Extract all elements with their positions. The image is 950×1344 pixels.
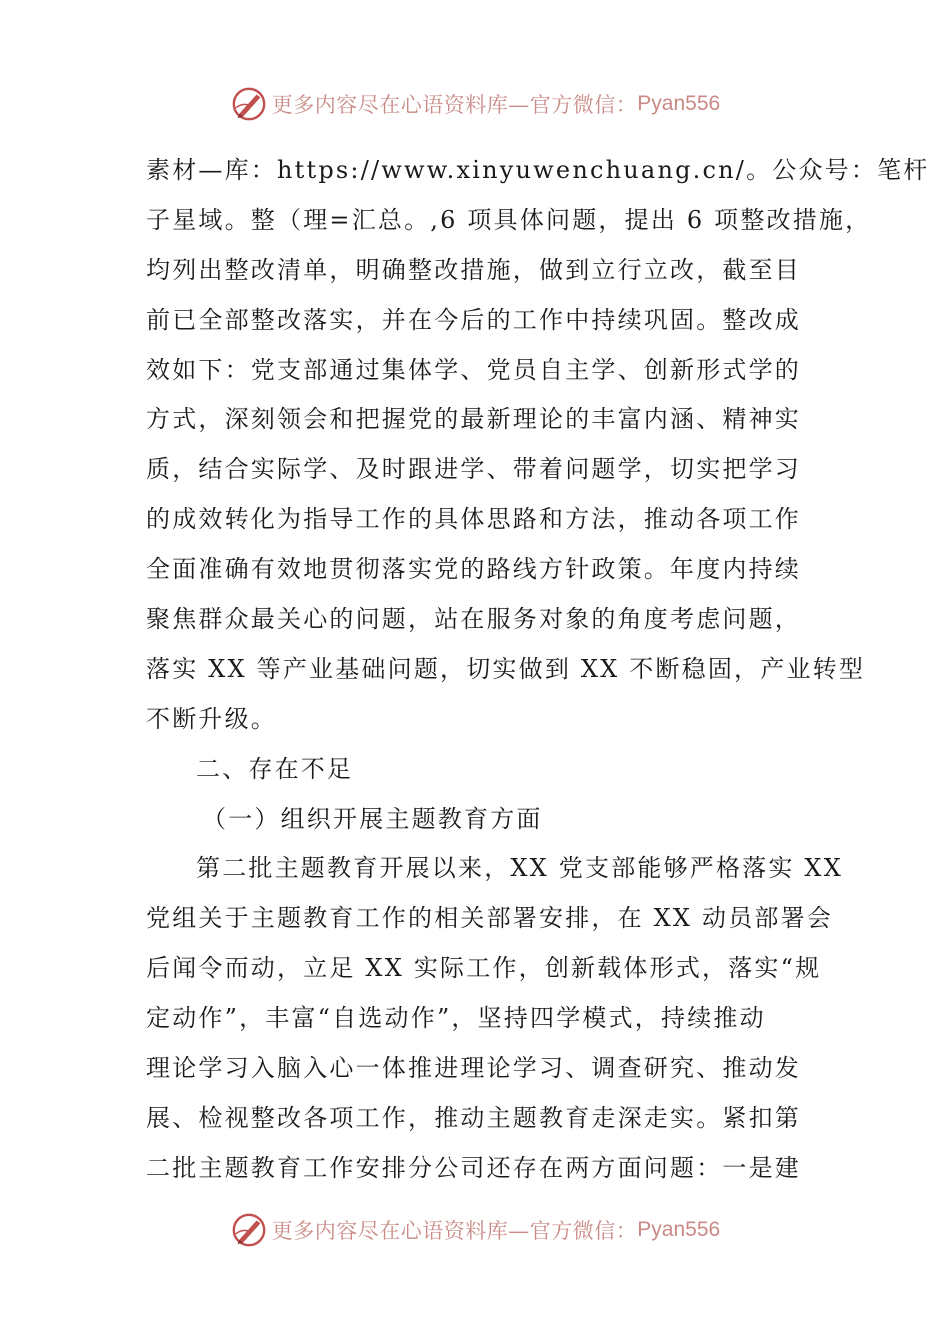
body-line: 方式，深刻领会和把握党的最新理论的丰富内涵、精神实 [146,405,801,434]
body-line: 聚焦群众最关心的问题，站在服务对象的角度考虑问题， [146,605,801,634]
paragraph-line: 理论学习入脑入心一体推进理论学习、调查研究、推动发 [146,1054,801,1083]
body-line: 落实 XX 等产业基础问题，切实做到 XX 不断稳固，产业转型 [146,654,866,683]
header-banner-text: 更多内容尽在心语资料库—官方微信： [271,93,638,117]
paragraph-line: 定动作”，丰富“自选动作”，坚持四学模式，持续推动 [146,1004,766,1033]
paragraph-line: 二批主题教育工作安排分公司还存在两方面问题：一是建 [146,1153,801,1182]
footer-banner-text: 更多内容尽在心语资料库—官方微信： [271,1219,638,1243]
header-watermark-banner [0,84,950,124]
body-line: 子星域。整（理=汇总。,6 项具体问题，提出 6 项整改措施， [146,205,872,234]
body-line: 均列出整改清单，明确整改措施，做到立行立改，截至目 [146,255,801,284]
pen-logo-icon [230,1211,268,1249]
body-line: 不断升级。 [146,704,277,733]
pen-logo-icon [230,85,268,123]
section-heading: 二、存在不足 [196,754,354,783]
subsection-heading: （一）组织开展主题教育方面 [202,804,543,833]
body-line: 质，结合实际学、及时跟进学、带着问题学，切实把学习 [146,455,801,484]
body-line: 素材—库：https://www.xinyuwenchuang.cn/。公众号：笔杆 [146,156,930,184]
paragraph-line: 后闻令而动，立足 XX 实际工作，创新载体形式，落实“规 [146,954,822,983]
header-wechat-id: Pyan556 [637,92,721,115]
document-body [146,146,930,1194]
paragraph-line: 党组关于主题教育工作的相关部署安排，在 XX 动员部署会 [146,904,834,933]
paragraph-line: 展、检视整改各项工作，推动主题教育走深走实。紧扣第 [146,1103,801,1132]
paragraph-line: 第二批主题教育开展以来，XX 党支部能够严格落实 XX [196,854,843,883]
footer-watermark-banner [0,1210,950,1250]
body-line: 全面准确有效地贯彻落实党的路线方针政策。年度内持续 [146,555,801,584]
body-line: 前已全部整改落实，并在今后的工作中持续巩固。整改成 [146,305,801,334]
body-line: 效如下：党支部通过集体学、党员自主学、创新形式学的 [146,355,801,384]
footer-wechat-id: Pyan556 [637,1218,721,1241]
body-line: 的成效转化为指导工作的具体思路和方法，推动各项工作 [146,505,801,534]
